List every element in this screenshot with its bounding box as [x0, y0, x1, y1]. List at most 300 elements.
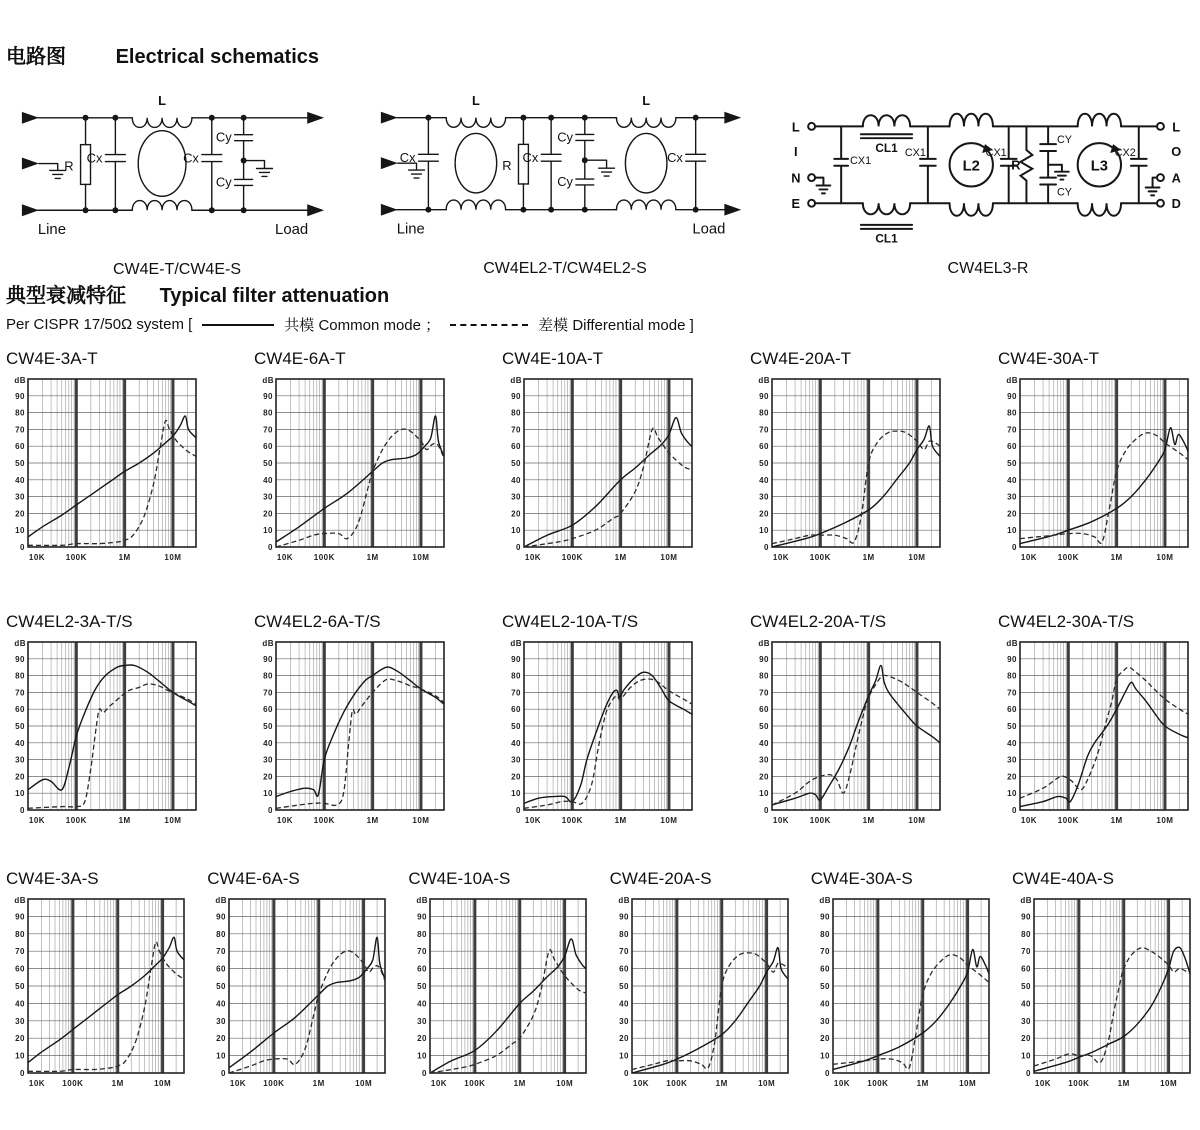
load-letter: L	[1172, 119, 1181, 135]
y-tick-label: 30	[15, 755, 25, 765]
y-tick-label: 30	[511, 492, 521, 502]
y-tick-label: 20	[1007, 509, 1017, 519]
y-tick-label: 40	[759, 738, 769, 748]
y-tick-label: 10	[417, 1051, 428, 1061]
y-tick-label: 0	[623, 1069, 629, 1078]
y-tick-label: 70	[511, 425, 521, 435]
y-axis-unit: dB	[14, 896, 26, 905]
x-tick-label: 10M	[355, 1079, 373, 1088]
y-tick-label: 10	[759, 526, 769, 536]
cx1-label: CX1	[850, 154, 872, 167]
attenuation-heading-zh: 典型衰减特征	[6, 285, 126, 307]
x-tick-label: 100K	[65, 553, 87, 562]
load-letter: D	[1171, 196, 1181, 212]
y-tick-label: 40	[15, 738, 25, 748]
chart-title: CW4E-6A-S	[207, 869, 300, 888]
y-tick-label: 80	[263, 671, 273, 681]
y-tick-label: 40	[417, 999, 428, 1009]
y-tick-label: 10	[819, 1051, 830, 1061]
y-tick-label: 80	[15, 929, 25, 939]
y-tick-label: 10	[263, 789, 273, 799]
cy-label: Cy	[215, 174, 232, 190]
y-tick-label: 90	[1007, 654, 1017, 664]
y-tick-label: 80	[511, 408, 521, 418]
y-tick-label: 60	[759, 705, 769, 715]
x-tick-label: 10M	[1156, 816, 1174, 825]
y-tick-label: 0	[268, 543, 273, 552]
inductor-label: L	[642, 92, 651, 108]
y-tick-label: 90	[511, 654, 521, 664]
line-label: Line	[396, 221, 425, 238]
y-tick-label: 20	[759, 772, 769, 782]
y-tick-label: 40	[618, 999, 629, 1009]
y-axis-unit: dB	[1020, 896, 1032, 905]
chart-title: CW4E-3A-T	[6, 349, 98, 368]
attenuation-row-2	[0, 612, 1200, 831]
x-tick-label: 100K	[1057, 553, 1079, 562]
chart-title: CW4EL2-10A-T/S	[502, 612, 639, 631]
chart-card	[6, 869, 188, 1094]
x-tick-label: 10K	[276, 816, 294, 825]
y-tick-label: 80	[1007, 671, 1017, 681]
line-letter: N	[791, 170, 801, 186]
y-tick-label: 20	[15, 509, 25, 519]
y-tick-label: 40	[15, 999, 25, 1009]
y-axis-unit: dB	[416, 896, 429, 905]
y-tick-label: 90	[819, 912, 830, 922]
y-tick-label: 40	[511, 475, 521, 485]
chart-plot	[408, 891, 590, 1089]
x-tick-label: 1M	[366, 816, 379, 825]
y-tick-label: 30	[1007, 755, 1017, 765]
chart-card	[998, 612, 1194, 831]
y-tick-label: 80	[759, 408, 769, 418]
y-tick-label: 20	[511, 509, 521, 519]
y-tick-label: 90	[263, 391, 273, 401]
y-axis-unit: dB	[262, 376, 274, 385]
y-axis-unit: dB	[14, 376, 26, 385]
y-tick-label: 50	[759, 722, 769, 731]
y-tick-label: 20	[263, 509, 273, 519]
y-tick-label: 40	[1021, 999, 1031, 1009]
chart-plot	[610, 891, 792, 1089]
chart-title: CW4E-3A-S	[6, 869, 99, 888]
y-tick-label: 70	[263, 688, 273, 698]
y-tick-label: 0	[268, 806, 273, 815]
chart-card	[750, 349, 946, 568]
cy-label: Cy	[557, 173, 573, 189]
resistor-label: R	[1011, 157, 1021, 173]
x-tick-label: 10M	[958, 1079, 976, 1088]
y-tick-label: 80	[618, 929, 629, 939]
x-tick-label: 10M	[908, 816, 926, 825]
line-letter: L	[791, 119, 800, 135]
y-tick-label: 20	[819, 1034, 830, 1044]
y-tick-label: 60	[1007, 705, 1017, 715]
y-tick-label: 50	[216, 982, 227, 991]
attenuation-heading-en: Typical filter attenuation	[159, 285, 390, 307]
x-tick-label: 100K	[62, 1079, 84, 1088]
y-tick-label: 30	[1021, 1016, 1031, 1026]
chart-card	[408, 869, 590, 1094]
y-tick-label: 70	[759, 688, 769, 698]
chart-card	[207, 869, 389, 1094]
schematic-cw4e	[8, 83, 346, 279]
x-tick-label: 1M	[916, 1079, 929, 1088]
y-tick-label: 0	[1025, 1069, 1031, 1078]
schematic-cw4el3	[784, 83, 1192, 278]
y-tick-label: 60	[417, 964, 428, 974]
y-tick-label: 90	[216, 912, 227, 922]
y-tick-label: 30	[759, 492, 769, 502]
x-tick-label: 1M	[312, 1079, 325, 1088]
y-tick-label: 0	[221, 1069, 227, 1078]
x-tick-label: 100K	[1068, 1079, 1090, 1088]
x-tick-label: 100K	[65, 816, 87, 825]
load-label: Load	[692, 221, 726, 238]
x-tick-label: 1M	[1117, 1079, 1130, 1088]
line-label: Line	[37, 222, 67, 239]
cx-label: Cx	[399, 150, 416, 166]
y-tick-label: 20	[511, 772, 521, 782]
x-tick-label: 10K	[524, 816, 542, 825]
y-tick-label: 80	[263, 408, 273, 418]
y-tick-label: 90	[263, 654, 273, 664]
y-tick-label: 0	[516, 543, 521, 552]
y-tick-label: 10	[759, 789, 769, 799]
y-tick-label: 10	[263, 526, 273, 536]
y-tick-label: 0	[20, 543, 25, 552]
y-tick-label: 60	[819, 964, 830, 974]
x-tick-label: 10M	[757, 1079, 775, 1088]
x-tick-label: 10K	[230, 1079, 247, 1088]
line-letter: I	[794, 143, 798, 159]
y-tick-label: 50	[618, 982, 629, 991]
y-tick-label: 70	[417, 947, 428, 957]
y-tick-label: 70	[216, 947, 227, 957]
x-tick-label: 10M	[154, 1079, 172, 1088]
y-tick-label: 0	[422, 1069, 428, 1078]
schematic-caption: CW4E-T/CW4E-S	[113, 260, 241, 278]
y-tick-label: 80	[759, 671, 769, 681]
y-tick-label: 30	[263, 492, 273, 502]
y-tick-label: 0	[20, 1069, 25, 1078]
x-tick-label: 10M	[164, 816, 182, 825]
x-tick-label: 100K	[665, 1079, 687, 1088]
y-tick-label: 80	[216, 929, 227, 939]
y-tick-label: 50	[819, 982, 830, 991]
chart-card	[610, 869, 792, 1094]
x-tick-label: 1M	[862, 816, 875, 825]
x-tick-label: 100K	[1057, 816, 1079, 825]
x-tick-label: 10M	[908, 553, 926, 562]
x-tick-label: 10K	[276, 553, 294, 562]
x-tick-label: 10K	[28, 553, 46, 562]
x-tick-label: 1M	[514, 1079, 527, 1088]
y-tick-label: 60	[15, 964, 25, 974]
chart-title: CW4E-20A-T	[750, 349, 852, 368]
y-tick-label: 70	[759, 425, 769, 435]
y-tick-label: 10	[1021, 1051, 1031, 1061]
y-tick-label: 30	[15, 492, 25, 502]
y-tick-label: 10	[1007, 526, 1017, 536]
resistor-label: R	[502, 158, 512, 174]
chart-plot	[502, 634, 698, 826]
y-tick-label: 20	[216, 1034, 227, 1044]
chart-plot	[750, 634, 946, 826]
chart-title: CW4E-40A-S	[1011, 869, 1114, 888]
x-tick-label: 10M	[1160, 1079, 1178, 1088]
x-tick-label: 10K	[28, 1079, 46, 1088]
y-tick-label: 40	[759, 475, 769, 485]
y-tick-label: 50	[263, 722, 273, 731]
cx-label: Cx	[183, 150, 199, 166]
chart-card	[254, 349, 450, 568]
chart-plot	[750, 371, 946, 563]
chart-card	[750, 612, 946, 831]
chart-card	[6, 612, 202, 831]
x-tick-label: 1M	[862, 553, 875, 562]
x-tick-label: 10K	[524, 553, 542, 562]
y-tick-label: 50	[417, 982, 428, 991]
resistor-label: R	[64, 158, 74, 174]
chart-card	[502, 612, 698, 831]
y-tick-label: 10	[618, 1051, 629, 1061]
y-tick-label: 20	[1021, 1034, 1031, 1044]
attenuation-row-1	[0, 349, 1200, 568]
legend-common-mode-label: 共模 Common mode ；	[284, 317, 441, 334]
chart-title: CW4EL2-30A-T/S	[998, 612, 1135, 631]
y-tick-label: 20	[618, 1034, 629, 1044]
y-axis-unit: dB	[819, 896, 831, 905]
y-tick-label: 70	[263, 425, 273, 435]
attenuation-row-3	[0, 869, 1200, 1094]
x-tick-label: 100K	[867, 1079, 889, 1088]
x-tick-label: 1M	[118, 816, 131, 825]
y-tick-label: 20	[263, 772, 273, 782]
y-tick-label: 20	[15, 772, 25, 782]
y-tick-label: 50	[1021, 982, 1031, 991]
y-tick-label: 90	[1021, 912, 1031, 922]
y-tick-label: 70	[1021, 947, 1031, 957]
y-tick-label: 90	[15, 912, 25, 922]
chart-plot	[998, 634, 1194, 826]
x-tick-label: 10K	[772, 816, 790, 825]
x-tick-label: 10K	[833, 1079, 850, 1088]
schematic-caption: CW4EL3-R	[947, 259, 1029, 277]
y-tick-label: 20	[417, 1034, 428, 1044]
chart-legend	[6, 314, 1200, 335]
y-tick-label: 80	[1007, 408, 1017, 418]
chart-plot	[6, 634, 202, 826]
schematic-cw4el3-drawing	[784, 83, 1192, 253]
x-tick-label: 10M	[1156, 553, 1174, 562]
x-tick-label: 10K	[1020, 553, 1038, 562]
inductor-label: L	[471, 92, 480, 108]
cx-label: Cx	[86, 150, 103, 166]
y-tick-label: 60	[618, 964, 629, 974]
y-tick-label: 50	[1007, 459, 1017, 468]
legend-system-text: Per CISPR 17/50Ω system [	[6, 316, 193, 333]
y-axis-unit: dB	[617, 896, 630, 905]
y-tick-label: 90	[1007, 391, 1017, 401]
cl1-label: CL1	[875, 140, 898, 155]
y-tick-label: 20	[1007, 772, 1017, 782]
chart-title: CW4E-30A-T	[998, 349, 1100, 368]
inductor-label: L	[158, 92, 167, 108]
y-tick-label: 90	[15, 654, 25, 664]
schematics-section-heading	[6, 40, 1200, 69]
cx1-label: CX1	[904, 146, 926, 159]
chart-title: CW4E-20A-S	[609, 869, 712, 888]
y-tick-label: 0	[824, 1069, 830, 1078]
chart-title: CW4E-10A-T	[502, 349, 604, 368]
chart-card	[254, 612, 450, 831]
schematic-cw4e-drawing	[8, 83, 346, 254]
y-tick-label: 80	[1021, 929, 1031, 939]
y-tick-label: 90	[618, 912, 629, 922]
cy-label: CY	[1056, 186, 1073, 199]
cy-label: Cy	[557, 129, 573, 145]
y-tick-label: 70	[1007, 425, 1017, 435]
load-letter: A	[1171, 170, 1181, 186]
x-tick-label: 1M	[118, 553, 131, 562]
chart-title: CW4E-30A-S	[810, 869, 913, 888]
y-tick-label: 60	[759, 442, 769, 452]
y-tick-label: 60	[511, 705, 521, 715]
y-tick-label: 80	[417, 929, 428, 939]
x-tick-label: 10M	[412, 816, 430, 825]
y-tick-label: 60	[511, 442, 521, 452]
y-tick-label: 70	[15, 947, 25, 957]
y-tick-label: 80	[15, 408, 25, 418]
y-tick-label: 0	[516, 806, 521, 815]
y-tick-label: 90	[417, 912, 428, 922]
y-tick-label: 0	[1012, 806, 1017, 815]
cy-label: CY	[1056, 134, 1073, 147]
y-tick-label: 70	[15, 688, 25, 698]
load-letter: O	[1171, 143, 1182, 159]
x-tick-label: 100K	[809, 816, 831, 825]
chart-title: CW4EL2-20A-T/S	[750, 612, 887, 631]
y-tick-label: 40	[15, 475, 25, 485]
schematic-cw4el2	[367, 83, 763, 278]
y-axis-unit: dB	[1006, 376, 1018, 385]
x-tick-label: 10M	[660, 553, 678, 562]
chart-title: CW4E-6A-T	[254, 349, 346, 368]
y-axis-unit: dB	[758, 376, 770, 385]
y-tick-label: 40	[263, 475, 273, 485]
y-tick-label: 10	[216, 1051, 227, 1061]
y-tick-label: 90	[759, 654, 769, 664]
y-tick-label: 0	[764, 543, 769, 552]
chart-plot	[6, 891, 188, 1089]
y-axis-unit: dB	[215, 896, 228, 905]
x-tick-label: 10M	[412, 553, 430, 562]
y-tick-label: 20	[15, 1034, 25, 1044]
y-tick-label: 50	[759, 459, 769, 468]
y-tick-label: 10	[511, 526, 521, 536]
y-tick-label: 40	[1007, 475, 1017, 485]
chart-plot	[811, 891, 993, 1089]
x-tick-label: 100K	[561, 553, 583, 562]
y-tick-label: 60	[263, 705, 273, 715]
schematics-heading-zh: 电路图	[6, 46, 66, 68]
schematics-heading-en: Electrical schematics	[115, 46, 320, 68]
common-mode-line-sample	[202, 324, 274, 326]
y-axis-unit: dB	[262, 639, 274, 648]
y-tick-label: 30	[618, 1016, 629, 1026]
cx-label: Cx	[522, 150, 539, 166]
y-tick-label: 50	[511, 459, 521, 468]
y-tick-label: 60	[1021, 964, 1031, 974]
cx-label: Cx	[667, 150, 683, 166]
y-tick-label: 40	[819, 999, 830, 1009]
chart-plot	[254, 634, 450, 826]
y-tick-label: 0	[1012, 543, 1017, 552]
chart-card	[1012, 869, 1194, 1094]
x-tick-label: 100K	[809, 553, 831, 562]
y-tick-label: 60	[263, 442, 273, 452]
y-tick-label: 60	[216, 964, 227, 974]
y-tick-label: 10	[15, 789, 25, 799]
y-tick-label: 30	[216, 1016, 227, 1026]
y-tick-label: 30	[417, 1016, 428, 1026]
y-tick-label: 40	[1007, 738, 1017, 748]
x-tick-label: 1M	[614, 553, 627, 562]
x-tick-label: 10M	[164, 553, 182, 562]
y-tick-label: 70	[15, 425, 25, 435]
x-tick-label: 100K	[464, 1079, 486, 1088]
y-tick-label: 10	[1007, 789, 1017, 799]
y-tick-label: 90	[15, 391, 25, 401]
y-tick-label: 90	[511, 391, 521, 401]
x-tick-label: 100K	[263, 1079, 285, 1088]
y-tick-label: 10	[15, 526, 25, 536]
y-axis-unit: dB	[758, 639, 770, 648]
cx1-label: CX1	[985, 146, 1007, 159]
y-tick-label: 10	[15, 1051, 25, 1061]
chart-card	[6, 349, 202, 568]
y-axis-unit: dB	[14, 639, 26, 648]
y-tick-label: 0	[764, 806, 769, 815]
x-tick-label: 100K	[313, 553, 335, 562]
y-tick-label: 60	[15, 442, 25, 452]
y-tick-label: 90	[759, 391, 769, 401]
y-tick-label: 0	[20, 806, 25, 815]
y-tick-label: 30	[819, 1016, 830, 1026]
chart-plot	[998, 371, 1194, 563]
x-tick-label: 10K	[632, 1079, 649, 1088]
attenuation-section-heading	[6, 279, 1200, 308]
y-tick-label: 80	[511, 671, 521, 681]
y-tick-label: 70	[511, 688, 521, 698]
y-axis-unit: dB	[510, 639, 522, 648]
y-tick-label: 50	[1007, 722, 1017, 731]
x-tick-label: 1M	[111, 1079, 124, 1088]
x-tick-label: 1M	[366, 553, 379, 562]
cy-label: Cy	[215, 129, 232, 145]
line-letter: E	[791, 196, 801, 212]
y-tick-label: 40	[511, 738, 521, 748]
differential-mode-line-sample	[450, 324, 528, 326]
x-tick-label: 10K	[772, 553, 790, 562]
chart-plot	[1012, 891, 1194, 1089]
y-tick-label: 50	[263, 459, 273, 468]
y-axis-unit: dB	[1006, 639, 1018, 648]
y-tick-label: 70	[1007, 688, 1017, 698]
y-tick-label: 10	[511, 789, 521, 799]
